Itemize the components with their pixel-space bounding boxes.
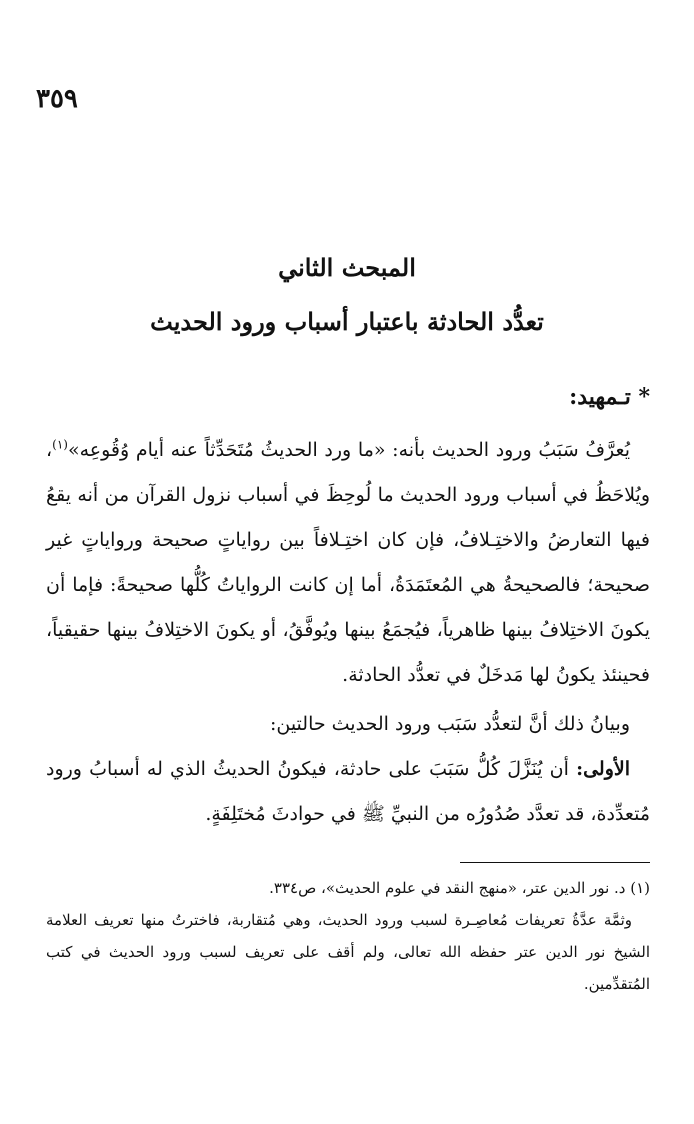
paragraph-3: [46, 747, 650, 837]
body-text: [46, 428, 650, 837]
footnote-divider: [460, 862, 650, 863]
footnote-1-continuation: وثمَّة عدَّةُ تعريفات مُعاصِـرة لسبب ورود الحديث، وهي مُتقاربة، فاخترتُ منها تعريف العلامة الشيخ نور الدين عتر حفظه الله تعالى، ولم أقف على تعريف لسبب ورود الحديث في كتب المُتقدِّمين.: [46, 911, 650, 993]
footnote-ref-1: (١): [52, 437, 68, 452]
footnote-1: (١) د. نور الدين عتر، «منهج النقد في علوم الحديث»، ص٣٣٤.: [269, 879, 650, 897]
paragraph-1-continuation: ، ويُلاحَظُ في أسباب ورود الحديث ما لُوحِظَ في أسباب نزول القرآن من أنه يقعُ فيها التعارضُ والاختِـلافُ، فإن كان اختِـلافاً بين رواياتٍ صحيحة ورواياتٍ غير صحيحة؛ فالصحيحةُ هي المُعتَمَدَةُ، أما إن كانت الرواياتُ كُلُّها صحيحةً: فإما أن يكونَ الاختِلافُ بينها ظاهرياً، فيُجمَعُ بينها ويُوفَّقُ، أو يكونَ الاختِلافُ بينها حقيقياً، فحينئذ يكونُ لها مَدخَلٌ في تعدُّد الحادثة.: [46, 439, 650, 686]
paragraph-3-lead: الأولى:: [576, 758, 630, 780]
section-label: * تـمهيد:: [569, 384, 650, 410]
paragraph-1-text: يُعرَّفُ سَبَبُ ورود الحديث بأنه: «ما ورد الحديثُ مُتَحَدِّثاً عنه أيام وُقُوعِه»: [67, 439, 630, 461]
footnotes: [46, 872, 650, 1000]
paragraph-3-text: أن يُنَزَّلَ كُلُّ سَبَبَ على حادثة، فيكونُ الحديثُ الذي له أسبابُ ورود مُتعدِّدة، قد تعدَّد صُدُورُه من النبيِّ ﷺ في حوادثَ مُختَلِفَةٍ.: [46, 758, 650, 825]
chapter-title: تعدُّد الحادثة باعتبار أسباب ورود الحديث: [150, 307, 544, 336]
chapter-heading: المبحث الثاني: [278, 253, 416, 282]
paragraph-1: [46, 428, 650, 698]
paragraph-2: وبيانُ ذلك أنَّ لتعدُّد سَبَب ورود الحديث حالتين:: [269, 713, 630, 735]
page-number: ٣٥٩: [36, 84, 78, 114]
